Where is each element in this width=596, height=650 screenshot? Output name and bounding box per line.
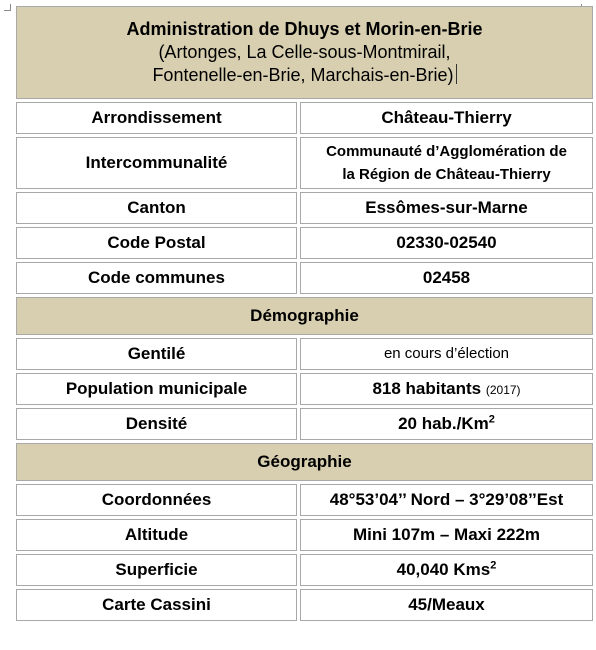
altitude-label: Altitude (16, 519, 297, 551)
population-year: (2017) (485, 382, 521, 397)
superficie-value (300, 554, 593, 586)
table-row (16, 102, 593, 134)
intercommunalite-label: Intercommunalité (16, 137, 297, 189)
table-row (16, 227, 593, 259)
table-row (16, 554, 593, 586)
intercommunalite-value (300, 137, 593, 189)
title-line-1: Administration de Dhuys et Morin-en-Brie (126, 19, 483, 39)
carte-cassini-value: 45/Meaux (300, 589, 593, 621)
corner-mark-left (4, 4, 11, 11)
superficie-exponent: 2 (490, 559, 497, 572)
table-row (16, 484, 593, 516)
coordonnees-value: 48°53’04’’ Nord – 3°29’08’’Est (300, 484, 593, 516)
canton-label: Canton (16, 192, 297, 224)
table-row (16, 338, 593, 370)
densite-exponent: 2 (488, 413, 495, 426)
title-line-2: (Artonges, La Celle-sous-Montmirail, (158, 42, 451, 62)
table-row (16, 589, 593, 621)
gentile-label: Gentilé (16, 338, 297, 370)
table-row (16, 408, 593, 440)
table-row (16, 373, 593, 405)
superficie-label: Superficie (16, 554, 297, 586)
table-row (16, 137, 593, 189)
text-cursor (456, 64, 457, 84)
table-row (16, 519, 593, 551)
code-communes-label: Code communes (16, 262, 297, 294)
population-label: Population municipale (16, 373, 297, 405)
altitude-value: Mini 107m – Maxi 222m (300, 519, 593, 551)
densite-label: Densité (16, 408, 297, 440)
arrondissement-value: Château-Thierry (300, 102, 593, 134)
population-value (300, 373, 593, 405)
code-communes-value: 02458 (300, 262, 593, 294)
canton-value: Essômes-sur-Marne (300, 192, 593, 224)
arrondissement-label: Arrondissement (16, 102, 297, 134)
population-number: 818 habitants (372, 378, 482, 398)
code-postal-value: 02330-02540 (300, 227, 593, 259)
densite-value (300, 408, 593, 440)
carte-cassini-label: Carte Cassini (16, 589, 297, 621)
densite-number: 20 hab./Km (398, 414, 489, 433)
demographie-heading: Démographie (16, 297, 593, 335)
coordonnees-label: Coordonnées (16, 484, 297, 516)
intercommunalite-value-line-1: Communauté d’Agglomération de (326, 143, 567, 160)
table-title[interactable] (16, 6, 593, 99)
geographie-heading: Géographie (16, 443, 593, 481)
table-row (16, 262, 593, 294)
title-line-3: Fontenelle-en-Brie, Marchais-en-Brie) (21, 64, 588, 87)
intercommunalite-value-line-2: la Région de Château-Thierry (342, 166, 551, 183)
superficie-number: 40,040 Kms (396, 560, 491, 579)
gentile-value: en cours d’élection (300, 338, 593, 370)
table-row (16, 192, 593, 224)
commune-info-table (13, 3, 596, 624)
code-postal-label: Code Postal (16, 227, 297, 259)
